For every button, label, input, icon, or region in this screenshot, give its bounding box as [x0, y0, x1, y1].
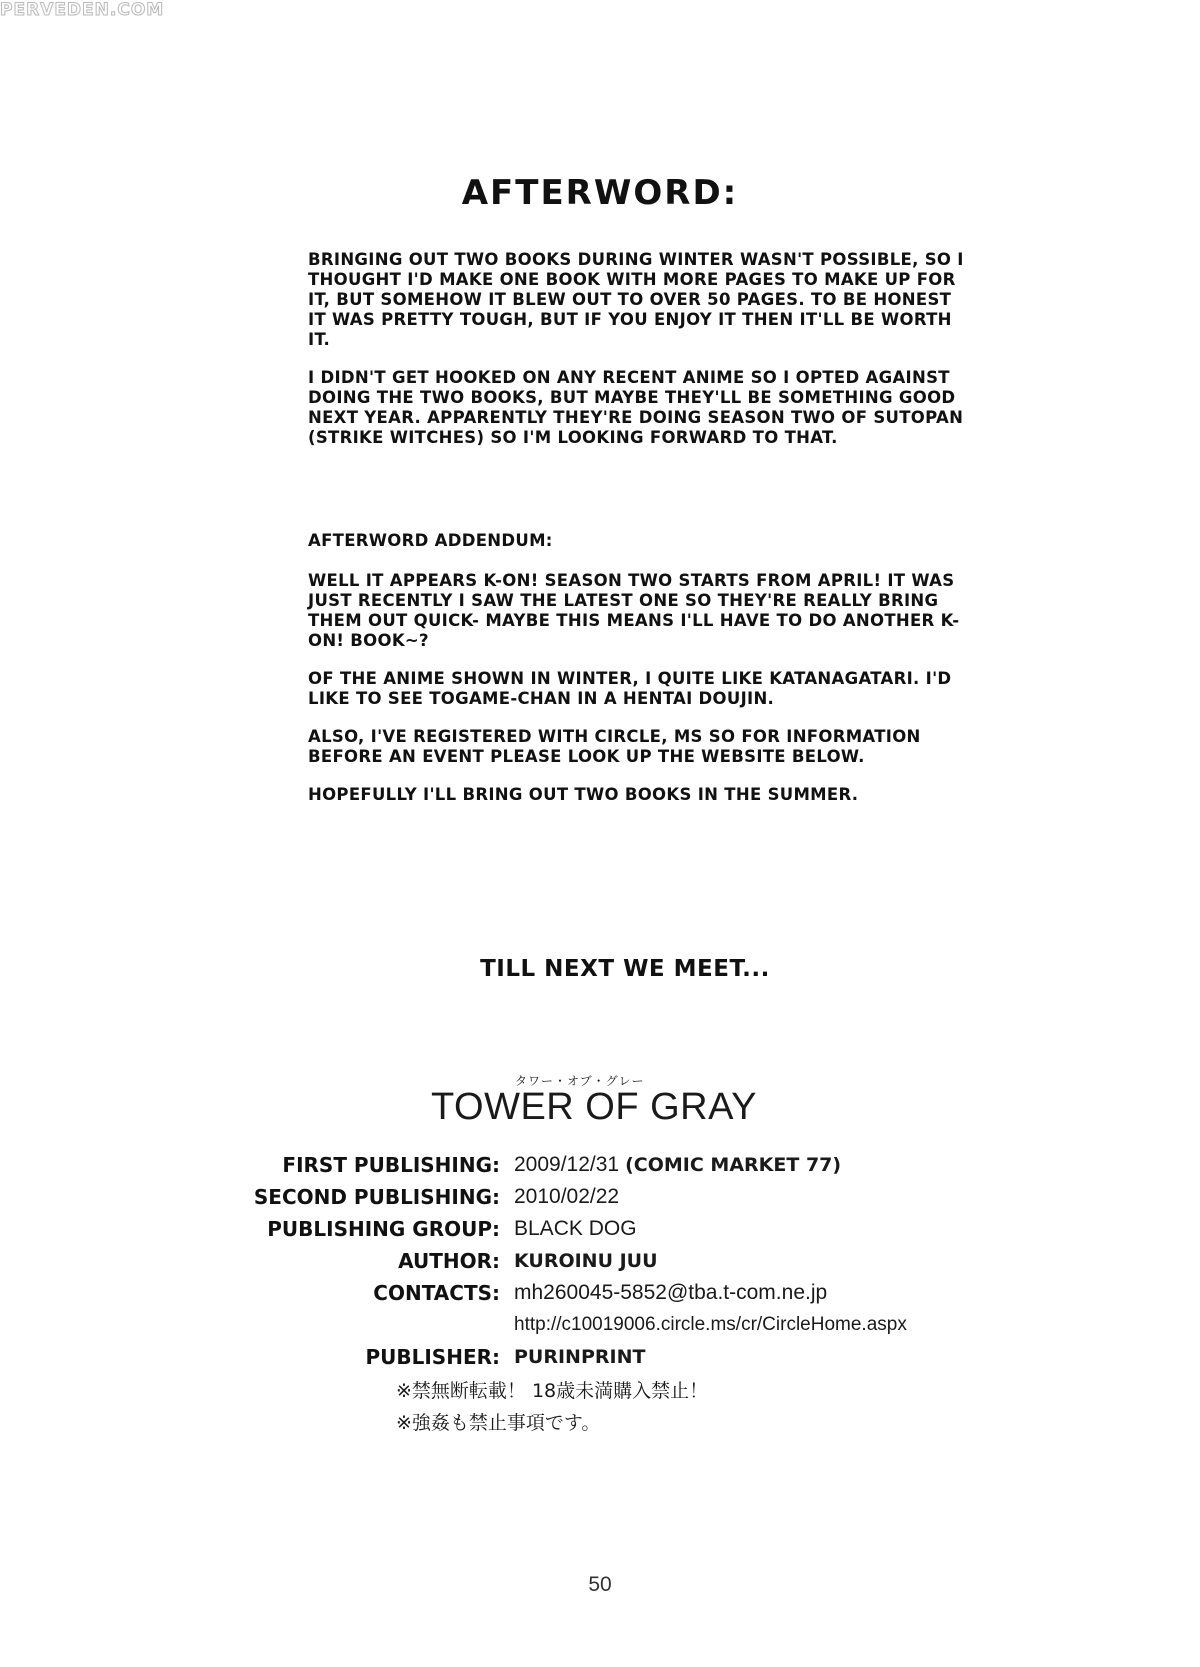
colophon-row-publishing-group	[0, 1214, 1200, 1244]
publishing-group-label: PUBLISHING GROUP:	[267, 1217, 500, 1241]
page-number: 50	[588, 1573, 612, 1596]
colophon-row-second-publishing	[0, 1182, 1200, 1212]
addendum-paragraph-2: OF THE ANIME SHOWN IN WINTER, I QUITE LIKE KATANAGATARI. I'D LIKE TO SEE TOGAME-CHAN IN A HENTAI DOUJIN.	[308, 669, 952, 708]
addendum-title: AFTERWORD ADDENDUM:	[308, 531, 553, 550]
second-publishing-date: 2010/02/22	[514, 1185, 620, 1208]
first-publishing-label: FIRST PUBLISHING:	[282, 1153, 500, 1177]
first-publishing-date: 2009/12/31	[514, 1153, 620, 1176]
legal-note-1: ※禁無断転載！ 18歳未満購入禁止！	[396, 1380, 709, 1402]
afterword-body	[308, 250, 968, 466]
farewell-line: TILL NEXT WE MEET...	[480, 956, 770, 982]
contact-email[interactable]: mh260045-5852@tba.t-com.ne.jp	[514, 1281, 828, 1304]
colophon-row-website	[0, 1310, 1200, 1340]
colophon-row-author	[0, 1246, 1200, 1276]
afterword-paragraph-1: BRINGING OUT TWO BOOKS DURING WINTER WASN'T POSSIBLE, SO I THOUGHT I'D MAKE ONE BOOK WITH MORE PAGES TO MAKE UP FOR IT, BUT SOMEHOW IT BLEW OUT TO OVER 50 PAGES. TO BE HONEST IT WAS PRETTY TOUGH, BUT IF YOU ENJOY IT THEN IT'LL BE WORTH IT.	[308, 250, 964, 349]
second-publishing-label: SECOND PUBLISHING:	[253, 1185, 500, 1209]
book-title-ruby: タワー・オブ・グレー	[515, 1074, 645, 1088]
site-watermark: PERVEDEN.COM	[0, 0, 165, 20]
first-publishing-event: (COMIC MARKET 77)	[625, 1154, 842, 1176]
author-label: AUTHOR:	[398, 1249, 500, 1273]
afterword-paragraph-2: I DIDN'T GET HOOKED ON ANY RECENT ANIME SO I OPTED AGAINST DOING THE TWO BOOKS, BUT MAYBE THEY'LL BE SOMETHING GOOD NEXT YEAR. APPARENTLY THEY'RE DOING SEASON TWO OF SUTOPAN (STRIKE WITCHES) SO I'M LOOKING FORWARD TO THAT.	[308, 368, 964, 447]
book-title: TOWER OF GRAY	[431, 1086, 757, 1128]
addendum-paragraph-4: HOPEFULLY I'LL BRING OUT TWO BOOKS IN THE SUMMER.	[308, 785, 859, 804]
contact-website[interactable]: http://c10019006.circle.ms/cr/CircleHome.aspx	[514, 1314, 907, 1335]
colophon-row-publisher	[0, 1342, 1200, 1372]
colophon-row-contacts	[0, 1278, 1200, 1308]
addendum-body	[308, 531, 968, 823]
addendum-paragraph-1: WELL IT APPEARS K-ON! SEASON TWO STARTS FROM APRIL! IT WAS JUST RECENTLY I SAW THE LATEST ONE SO THEY'RE REALLY BRING THEM OUT QUICK- MAYBE THIS MEANS I'LL HAVE TO DO ANOTHER K-ON! BOOK~?	[308, 571, 960, 650]
contacts-label: CONTACTS:	[373, 1281, 500, 1305]
publisher-label: PUBLISHER:	[365, 1345, 500, 1369]
afterword-title: AFTERWORD:	[461, 173, 739, 213]
colophon-row-first-publishing	[0, 1150, 1200, 1180]
author-value: KUROINU JUU	[514, 1250, 658, 1272]
first-publishing-value	[514, 1150, 841, 1180]
publishing-group-value: BLACK DOG	[514, 1217, 637, 1240]
legal-note-2: ※強姦も禁止事項です。	[396, 1412, 601, 1434]
publisher-value: PURINPRINT	[514, 1346, 646, 1368]
addendum-paragraph-3: ALSO, I'VE REGISTERED WITH CIRCLE, MS SO FOR INFORMATION BEFORE AN EVENT PLEASE LOOK UP THE WEBSITE BELOW.	[308, 727, 921, 766]
